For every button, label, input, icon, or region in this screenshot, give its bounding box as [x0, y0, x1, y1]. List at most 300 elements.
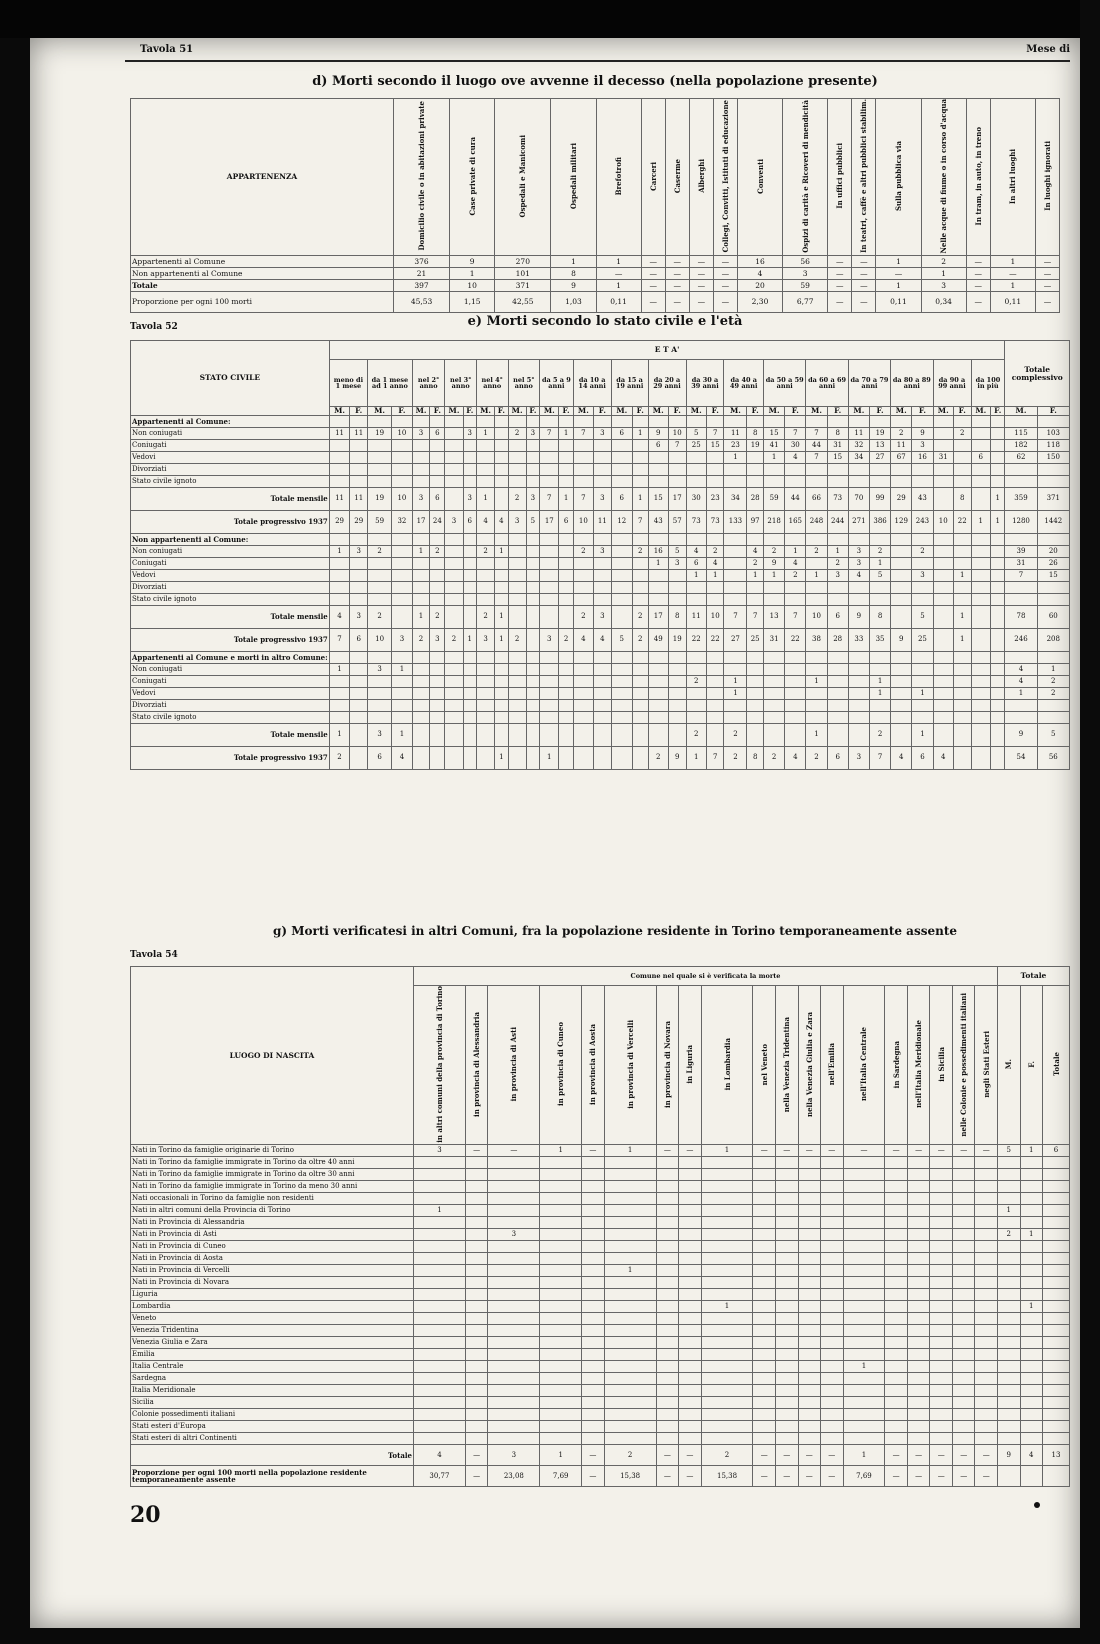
- table-g-col-header: [604, 986, 656, 1145]
- table-g-cell: [540, 1253, 582, 1265]
- table-e-col-header-first: STATO CIVILE: [131, 341, 330, 416]
- table-g-cell: [656, 1361, 679, 1373]
- table-e-cell: [991, 687, 1005, 699]
- table-e-row: [131, 569, 1070, 581]
- table-e-cell: [933, 699, 953, 711]
- table-e-cell: 97: [747, 510, 764, 533]
- table-g-cell: [798, 1325, 821, 1337]
- table-e-cell: [848, 699, 869, 711]
- table-g-col-header-text: in Sicilia: [936, 1047, 946, 1082]
- table-g-cell: [821, 1253, 844, 1265]
- table-g-cell: [1020, 1205, 1043, 1217]
- table-g-cell: [798, 1241, 821, 1253]
- header-left-label: Tavola 51: [140, 44, 194, 55]
- table-g-cell: [604, 1289, 656, 1301]
- table-e-cell: [1037, 593, 1069, 605]
- table-e-cell: 6: [368, 746, 392, 769]
- table-g-cell: [582, 1349, 605, 1361]
- table-g-cell: [885, 1385, 908, 1397]
- table-g-cell: [798, 1421, 821, 1433]
- table-g-cell: [997, 1421, 1020, 1433]
- table-g-cell: [488, 1253, 540, 1265]
- table-e-cell: [953, 581, 971, 593]
- table-e-cell: [991, 439, 1005, 451]
- table-g-cell: [540, 1421, 582, 1433]
- table-e-cell: 29: [350, 510, 368, 533]
- table-g-cell: [540, 1349, 582, 1361]
- table-g-cell: [1020, 1409, 1043, 1421]
- table-g-cell: [843, 1241, 885, 1253]
- table-g-cell: [821, 1277, 844, 1289]
- table-g-cell: [1020, 1373, 1043, 1385]
- table-e-cell: [329, 439, 350, 451]
- table-g-cell: [885, 1313, 908, 1325]
- table-g-cell: [843, 1289, 885, 1301]
- table-g-cell: [604, 1253, 656, 1265]
- table-g-col-header: [582, 986, 605, 1145]
- table-e-cell: [991, 557, 1005, 569]
- table-g-cell: [465, 1157, 488, 1169]
- table-d-cell: —: [689, 256, 713, 268]
- table-d-col-header: [828, 99, 852, 256]
- table-e-sex-m: M.: [476, 407, 494, 416]
- table-e-cell: [848, 593, 869, 605]
- table-e-cell: [971, 533, 991, 545]
- table-e-cell: 3: [350, 605, 368, 628]
- table-g-cell: [776, 1361, 799, 1373]
- table-e-cell: 1: [747, 569, 764, 581]
- table-e-cell: [508, 605, 526, 628]
- table-g-cell: [907, 1337, 930, 1349]
- table-e-cell: [953, 663, 971, 675]
- table-g-cell: [701, 1313, 753, 1325]
- table-e-cell: 5: [912, 605, 933, 628]
- table-g-cell: [930, 1361, 953, 1373]
- table-d-row-label: Proporzione per ogni 100 morti: [131, 292, 394, 313]
- table-e-cell: 7: [724, 605, 747, 628]
- table-g-cell: [1043, 1421, 1070, 1433]
- table-g-cell: [488, 1157, 540, 1169]
- table-e-cell: 4: [573, 628, 593, 651]
- table-e-cell: [933, 427, 953, 439]
- table-g-cell: 1: [604, 1145, 656, 1157]
- table-e-cell: [971, 569, 991, 581]
- table-g-cell: [701, 1385, 753, 1397]
- table-e-cell: [573, 675, 593, 687]
- table-e-cell: 4: [933, 746, 953, 769]
- table-g-cell: [582, 1313, 605, 1325]
- table-e-sex-f: F.: [392, 407, 413, 416]
- table-e-cell: 2: [1037, 675, 1069, 687]
- table-e-cell: [594, 533, 612, 545]
- table-e-cell: [827, 675, 848, 687]
- table-g-cell: [885, 1193, 908, 1205]
- table-e-cell: 6: [611, 427, 632, 439]
- table-e-cell: 70: [848, 487, 869, 510]
- table-e-cell: [827, 475, 848, 487]
- table-e-cell: [632, 593, 648, 605]
- table-g-cell: [1020, 1385, 1043, 1397]
- table-e-cell: 10: [706, 605, 724, 628]
- table-e-cell: [933, 545, 953, 557]
- table-e-cell: [764, 651, 785, 663]
- table-e-cell: [573, 557, 593, 569]
- table-e-sex-f: F.: [668, 407, 686, 416]
- table-g-cell: [975, 1277, 998, 1289]
- table-g-cell: [821, 1229, 844, 1241]
- table-e-cell: 5: [1037, 723, 1069, 746]
- table-g-cell: [997, 1301, 1020, 1313]
- table-e-cell: [430, 451, 445, 463]
- table-e-sex-f: F.: [953, 407, 971, 416]
- table-g-cell: [907, 1229, 930, 1241]
- table-e-cell: 3: [848, 557, 869, 569]
- table-e-cell: 7: [747, 605, 764, 628]
- table-g-cell: [997, 1385, 1020, 1397]
- table-g-col-header: [821, 986, 844, 1145]
- table-e-cell: [827, 593, 848, 605]
- table-g-total-label: Totale: [131, 1445, 414, 1466]
- table-g-cell: [930, 1181, 953, 1193]
- table-e-title: e) Morti secondo lo stato civile e l'età: [467, 314, 743, 329]
- table-e-cell: 23: [706, 487, 724, 510]
- table-e-cell: [764, 463, 785, 475]
- table-e-cell: [933, 663, 953, 675]
- table-e-cell: [869, 415, 890, 427]
- table-g-cell: [540, 1385, 582, 1397]
- table-g-cell: [821, 1301, 844, 1313]
- table-e-cell: 5: [869, 569, 890, 581]
- table-g-cell: [465, 1301, 488, 1313]
- table-d-cell: —: [1035, 256, 1059, 268]
- table-g-cell: [414, 1217, 466, 1229]
- table-e-cell: [412, 675, 430, 687]
- table-g-cell: [465, 1421, 488, 1433]
- table-e-section-heading: Appartenenti al Comune:: [131, 415, 330, 427]
- table-e-cell: [953, 475, 971, 487]
- table-e-cell: 359: [1005, 487, 1037, 510]
- table-e-age-group: meno di 1 mese: [329, 360, 367, 407]
- table-d-cell: —: [641, 268, 665, 280]
- table-e-cell: [445, 687, 463, 699]
- table-d-col-header: [495, 99, 551, 256]
- table-g-cell: [952, 1241, 975, 1253]
- table-e-cell: [668, 533, 686, 545]
- table-g-cell: 3: [488, 1229, 540, 1241]
- table-e-cell: 41: [764, 439, 785, 451]
- table-e-cell: 2: [573, 605, 593, 628]
- table-g-cell: —: [465, 1466, 488, 1487]
- table-e-age-group: da 40 a 49 anni: [724, 360, 764, 407]
- table-g-cell: [1020, 1265, 1043, 1277]
- table-e-cell: 11: [724, 427, 747, 439]
- table-g-cell: [753, 1241, 776, 1253]
- table-g-cell: [582, 1229, 605, 1241]
- table-e-cell: [495, 427, 508, 439]
- table-g-col-header: [776, 986, 799, 1145]
- table-g-cell: [753, 1157, 776, 1169]
- table-g-col-header-text: nel Veneto: [759, 1043, 769, 1086]
- table-g-cell: [582, 1301, 605, 1313]
- table-e-cell: [445, 593, 463, 605]
- table-e-cell: [891, 675, 912, 687]
- table-e-cell: [632, 711, 648, 723]
- table-g-cell: [1043, 1229, 1070, 1241]
- table-e-cell: 2: [329, 746, 350, 769]
- table-e-cell: [476, 723, 494, 746]
- table-e-cell: [412, 475, 430, 487]
- table-e-row-label: Stato civile ignoto: [131, 475, 330, 487]
- table-e-cell: [912, 415, 933, 427]
- table-g-cell: [414, 1193, 466, 1205]
- table-g-cell: [679, 1169, 702, 1181]
- table-g-cell: [656, 1169, 679, 1181]
- table-e-cell: 10: [806, 605, 827, 628]
- table-g-row: [131, 1385, 1070, 1397]
- table-e-cell: 8: [827, 427, 848, 439]
- table-g-cell: —: [656, 1445, 679, 1466]
- table-e-cell: [540, 463, 559, 475]
- table-d-row: [131, 256, 1060, 268]
- table-e-age-group: da 50 a 59 anni: [764, 360, 806, 407]
- table-d-cell: 397: [394, 280, 450, 292]
- table-g-row-label: Nati in Provincia di Aosta: [131, 1253, 414, 1265]
- table-g-cell: [414, 1349, 466, 1361]
- table-g-cell: [701, 1241, 753, 1253]
- table-e-cell: [869, 475, 890, 487]
- table-e-cell: [594, 746, 612, 769]
- table-e-cell: 1: [412, 605, 430, 628]
- table-e-cell: 2: [869, 545, 890, 557]
- table-e-cell: [445, 533, 463, 545]
- table-d-cell: 1: [450, 268, 495, 280]
- table-g-cell: [488, 1241, 540, 1253]
- table-e-cell: [526, 439, 539, 451]
- table-d-cell: —: [713, 268, 737, 280]
- table-g-cell: [952, 1325, 975, 1337]
- table-e-cell: [463, 439, 476, 451]
- table-e-cell: [329, 651, 350, 663]
- table-e-cell: [869, 711, 890, 723]
- table-e-cell: 19: [368, 487, 392, 510]
- table-d: [130, 98, 1060, 313]
- table-e-cell: [1005, 463, 1037, 475]
- table-e-cell: 15: [648, 487, 668, 510]
- table-e-cell: [706, 711, 724, 723]
- table-e-cell: [495, 533, 508, 545]
- table-g-cell: [1043, 1466, 1070, 1487]
- table-e-cell: [848, 675, 869, 687]
- table-e-cell: [476, 675, 494, 687]
- table-g-row-label: Italia Meridionale: [131, 1385, 414, 1397]
- table-g-cell: [488, 1277, 540, 1289]
- table-e-cell: 2: [869, 723, 890, 746]
- table-e-cell: [495, 711, 508, 723]
- table-e-cell: 1: [559, 487, 573, 510]
- table-e-cell: [648, 451, 668, 463]
- table-e-cell: 30: [785, 439, 806, 451]
- table-e-cell: 6: [827, 746, 848, 769]
- table-g-cell: [465, 1253, 488, 1265]
- table-g-cell: [821, 1349, 844, 1361]
- table-e-cell: 11: [594, 510, 612, 533]
- table-g-cell: —: [582, 1466, 605, 1487]
- table-e-cell: [368, 533, 392, 545]
- table-e-cell: [848, 711, 869, 723]
- table-e-cell: [412, 415, 430, 427]
- table-e-cell: [747, 581, 764, 593]
- table-g-cell: [414, 1277, 466, 1289]
- table-e-cell: [747, 651, 764, 663]
- table-g-cell: [843, 1325, 885, 1337]
- table-e-cell: [971, 415, 991, 427]
- table-e-cell: [476, 651, 494, 663]
- table-e-cell: [476, 687, 494, 699]
- table-e-cell: [573, 687, 593, 699]
- table-e-cell: [668, 475, 686, 487]
- table-e-cell: [686, 415, 706, 427]
- table-e-cell: [445, 699, 463, 711]
- table-g-cell: 15,38: [604, 1466, 656, 1487]
- table-g-col-header-text: Totale: [1051, 1052, 1061, 1077]
- table-e-cell: [594, 711, 612, 723]
- table-g-col-header: [885, 986, 908, 1145]
- table-g-cell: [907, 1157, 930, 1169]
- table-d-cell: —: [641, 256, 665, 268]
- table-e-cell: [971, 439, 991, 451]
- table-g-cell: [656, 1205, 679, 1217]
- table-e-cell: [430, 533, 445, 545]
- table-g-cell: [975, 1181, 998, 1193]
- table-e-cell: 1: [686, 746, 706, 769]
- table-e-row: [131, 475, 1070, 487]
- table-g-cell: —: [582, 1445, 605, 1466]
- table-e-cell: 78: [1005, 605, 1037, 628]
- table-e-cell: [463, 711, 476, 723]
- table-e-cell: [848, 651, 869, 663]
- table-e-cell: [668, 675, 686, 687]
- table-e-cell: [540, 569, 559, 581]
- table-g-cell: [997, 1169, 1020, 1181]
- table-d-col-header-text: Ospizi di carità e Ricoveri di mendicità: [800, 99, 810, 253]
- table-e-cell: 11: [350, 487, 368, 510]
- table-d-col-header: [551, 99, 596, 256]
- table-g-cell: [843, 1265, 885, 1277]
- table-g-cell: [776, 1433, 799, 1445]
- table-g-cell: [604, 1433, 656, 1445]
- table-e-total-row: [131, 487, 1070, 510]
- table-d-col-header: [966, 99, 990, 256]
- table-g-cell: [1043, 1169, 1070, 1181]
- table-e-cell: [891, 475, 912, 487]
- table-e-cell: [827, 463, 848, 475]
- table-e-cell: [445, 675, 463, 687]
- table-g-cell: [488, 1265, 540, 1277]
- table-e-cell: 99: [869, 487, 890, 510]
- table-g-cell: —: [907, 1445, 930, 1466]
- table-e-cell: 22: [953, 510, 971, 533]
- table-e-cell: [392, 675, 413, 687]
- table-d-cell: 376: [394, 256, 450, 268]
- table-e-cell: [785, 651, 806, 663]
- table-d-cell: —: [641, 280, 665, 292]
- table-g-cell: [930, 1193, 953, 1205]
- table-e-cell: [706, 463, 724, 475]
- table-e-cell: [668, 581, 686, 593]
- table-g-cell: [1020, 1169, 1043, 1181]
- table-e-cell: [933, 569, 953, 581]
- table-g-cell: [1043, 1349, 1070, 1361]
- table-e-cell: [559, 723, 573, 746]
- table-g-cell: [975, 1361, 998, 1373]
- table-e-total-row: [131, 605, 1070, 628]
- table-e-cell: 246: [1005, 628, 1037, 651]
- table-e-cell: [594, 675, 612, 687]
- table-e-cell: 2: [632, 545, 648, 557]
- table-e-sex-f: F.: [827, 407, 848, 416]
- table-g-cell: [488, 1325, 540, 1337]
- table-g-cell: [843, 1397, 885, 1409]
- table-e-cell: [785, 687, 806, 699]
- table-e-cell: [594, 687, 612, 699]
- table-e-cell: 22: [686, 628, 706, 651]
- table-e-cell: 1: [463, 628, 476, 651]
- table-e-cell: [573, 475, 593, 487]
- table-g-cell: —: [656, 1145, 679, 1157]
- table-e-cell: 6: [430, 487, 445, 510]
- table-g-cell: [465, 1409, 488, 1421]
- table-g-row: [131, 1181, 1070, 1193]
- table-e-cell: [971, 723, 991, 746]
- table-e-cell: 7: [329, 628, 350, 651]
- table-d-cell: —: [828, 280, 852, 292]
- table-e-cell: 7: [573, 427, 593, 439]
- table-e-cell: 2: [508, 487, 526, 510]
- table-e-cell: [668, 699, 686, 711]
- table-d-cell: —: [1035, 268, 1059, 280]
- table-e-cell: 11: [848, 427, 869, 439]
- table-e-cell: [724, 533, 747, 545]
- table-e-cell: 30: [686, 487, 706, 510]
- table-e-cell: 15: [764, 427, 785, 439]
- table-e-cell: [540, 439, 559, 451]
- table-d-col-header-text: Conventi: [755, 158, 765, 194]
- table-e-row: [131, 711, 1070, 723]
- table-g-row-label: Nati in Provincia di Alessandria: [131, 1217, 414, 1229]
- table-e-cell: [648, 675, 668, 687]
- table-d-cell: 45,53: [394, 292, 450, 313]
- table-e-cell: [559, 581, 573, 593]
- table-g-cell: [997, 1193, 1020, 1205]
- table-e-cell: [668, 687, 686, 699]
- table-g-cell: [798, 1397, 821, 1409]
- table-e-cell: 1: [764, 569, 785, 581]
- table-g-cell: [885, 1241, 908, 1253]
- table-d-cell: 270: [495, 256, 551, 268]
- table-e-cell: [971, 628, 991, 651]
- table-g-cell: [952, 1397, 975, 1409]
- table-g-cell: [975, 1325, 998, 1337]
- table-d-cell: 0,11: [596, 292, 641, 313]
- table-e-section-heading: Appartenenti al Comune e morti in altro Comune:: [132, 652, 328, 662]
- table-e-cell: [953, 533, 971, 545]
- table-g-total-row: [131, 1466, 1070, 1487]
- table-e-sex-m: M.: [611, 407, 632, 416]
- table-g-cell: [701, 1181, 753, 1193]
- table-e-cell: [368, 687, 392, 699]
- table-e-cell: 1: [1005, 687, 1037, 699]
- table-g-col-header-text: nell'Emilia: [827, 1043, 837, 1086]
